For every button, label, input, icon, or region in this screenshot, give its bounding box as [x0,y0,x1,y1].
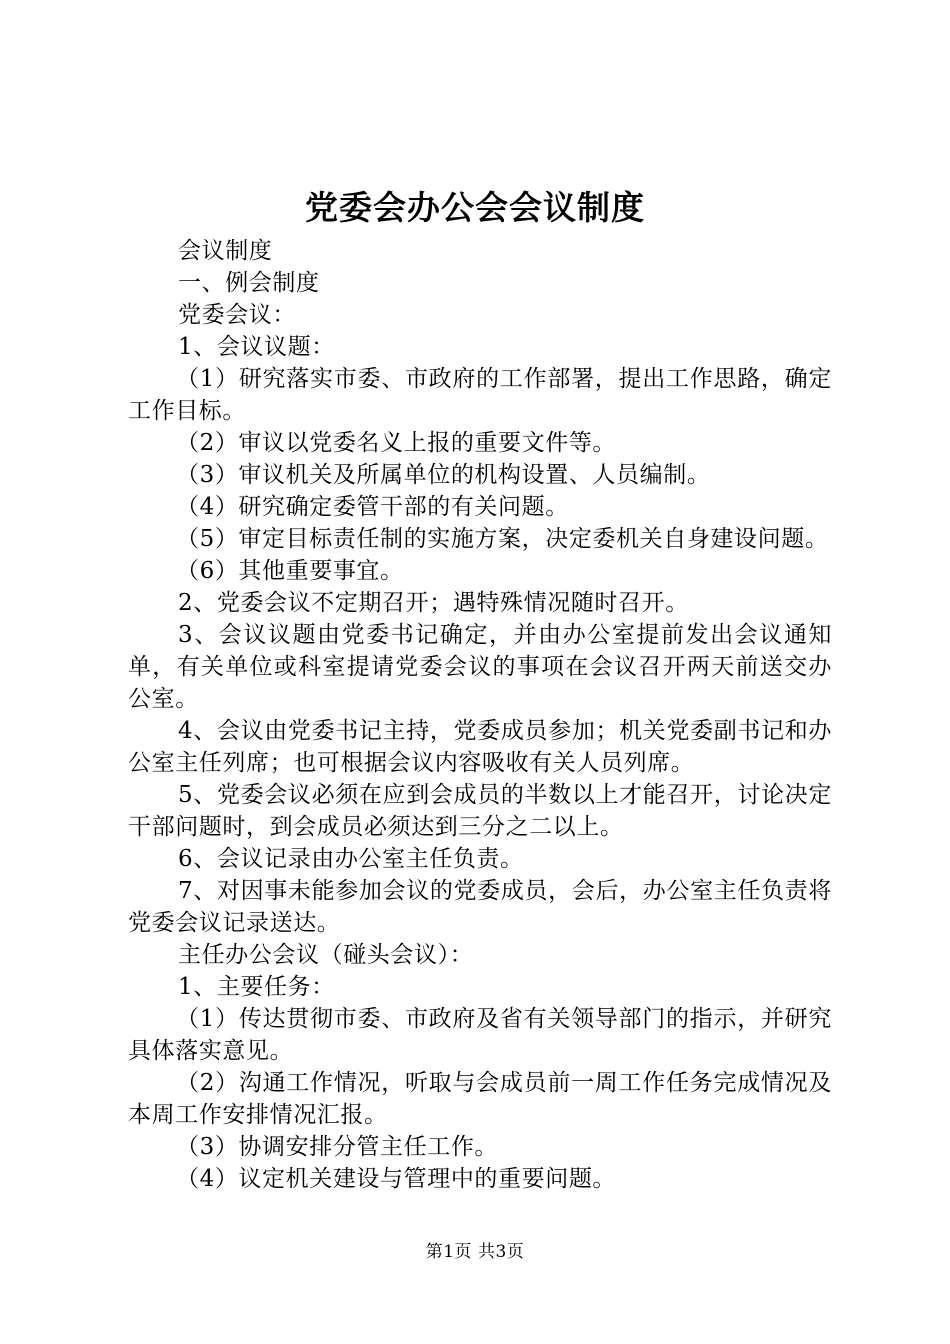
paragraph: 主任办公会议（碰头会议）： [178,942,474,968]
paragraph: 5、党委会议必须在应到会成员的半数以上才能召开，讨论决定干部问题时，到会成员必须达到三分之二以上。 [128,782,832,840]
paragraph: （1）传达贯彻市委、市政府及省有关领导部门的指示，并研究具体落实意见。 [128,1006,832,1064]
paragraph: 4、会议由党委书记主持，党委成员参加；机关党委副书记和办公室主任列席；也可根据会议内容吸收有关人员列席。 [128,718,832,776]
document-body [128,235,832,1195]
document-title: 党委会办公会会议制度 [305,188,645,227]
paragraph: 1、主要任务： [178,974,335,1000]
paragraph: （2）审议以党委名义上报的重要文件等。 [176,430,617,456]
paragraph: 3、会议议题由党委书记确定，并由办公室提前发出会议通知单，有关单位或科室提请党委会议的事项在会议召开两天前送交办公室。 [128,622,832,712]
paragraph: （5）审定目标责任制的实施方案，决定委机关自身建设问题。 [176,526,829,552]
paragraph: （2）沟通工作情况，听取与会成员前一周工作任务完成情况及本周工作安排情况汇报。 [128,1070,832,1128]
paragraph: （4）议定机关建设与管理中的重要问题。 [176,1166,617,1192]
paragraph: 1、会议议题： [178,334,335,360]
paragraph: （1）研究落实市委、市政府的工作部署，提出工作思路，确定工作目标。 [128,366,832,424]
paragraph: 会议制度 [178,238,273,264]
paragraph: 6、会议记录由办公室主任负责。 [178,846,524,872]
paragraph: （3）审议机关及所属单位的机构设置、人员编制。 [176,462,711,488]
page-number: 第1页 共3页 [425,1242,525,1262]
paragraph: （3）协调安排分管主任工作。 [176,1134,499,1160]
paragraph: （6）其他重要事宜。 [176,558,404,584]
paragraph: 党委会议： [178,302,296,328]
paragraph: （4）研究确定委管干部的有关问题。 [176,494,569,520]
paragraph: 7、对因事未能参加会议的党委成员，会后，办公室主任负责将党委会议记录送达。 [128,878,832,936]
paragraph: 一、例会制度 [178,270,320,296]
paragraph: 2、党委会议不定期召开；遇特殊情况随时召开。 [178,590,689,616]
